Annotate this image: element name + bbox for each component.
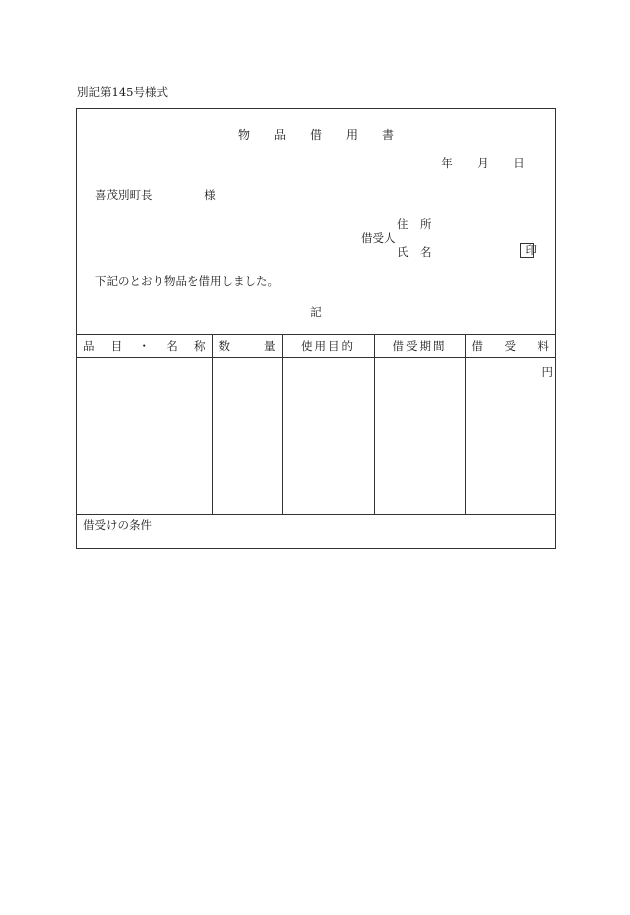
- conditions-label: 借受けの条件: [83, 518, 152, 532]
- title-char: 用: [345, 128, 358, 142]
- ki-heading: 記: [310, 305, 322, 319]
- seal-char: 印: [525, 243, 537, 257]
- table-header-row: [77, 335, 555, 358]
- date-year: 年: [441, 156, 453, 170]
- form-number-label: 別記第145号様式: [77, 85, 168, 99]
- borrowing-form: [76, 108, 556, 549]
- title-char: 借: [309, 128, 322, 142]
- seal-mark: [520, 242, 538, 258]
- cell-item-name[interactable]: [77, 358, 212, 515]
- title-char: 品: [273, 128, 286, 142]
- cell-quantity[interactable]: [212, 358, 282, 515]
- cell-purpose[interactable]: [282, 358, 374, 515]
- header-purpose: 使用目的: [282, 335, 374, 358]
- cell-period[interactable]: [374, 358, 465, 515]
- addressee: [95, 187, 216, 203]
- table-body-row: [77, 358, 555, 515]
- cell-fee[interactable]: [465, 358, 555, 515]
- addressee-name: 喜茂別町長: [95, 188, 153, 202]
- addressee-honorific: 様: [204, 188, 216, 202]
- date-line: [429, 155, 537, 171]
- statement-text: 下記のとおり物品を借用しました。: [95, 274, 279, 288]
- date-day: 日: [513, 156, 525, 170]
- items-table: [77, 334, 555, 515]
- title-char: 物: [237, 128, 250, 142]
- title-char: 書: [381, 128, 394, 142]
- borrower-label: 借受人: [361, 231, 396, 245]
- date-month: 月: [477, 156, 489, 170]
- form-title: [77, 126, 555, 143]
- header-fee: 借 受 料: [465, 335, 555, 358]
- fee-unit: 円: [541, 365, 553, 379]
- address-label: 住 所: [397, 217, 432, 231]
- header-item-name: 品 目 ・ 名 称: [77, 335, 212, 358]
- name-label: 氏 名: [397, 245, 432, 259]
- header-quantity: 数 量: [212, 335, 282, 358]
- header-period: 借受期間: [374, 335, 465, 358]
